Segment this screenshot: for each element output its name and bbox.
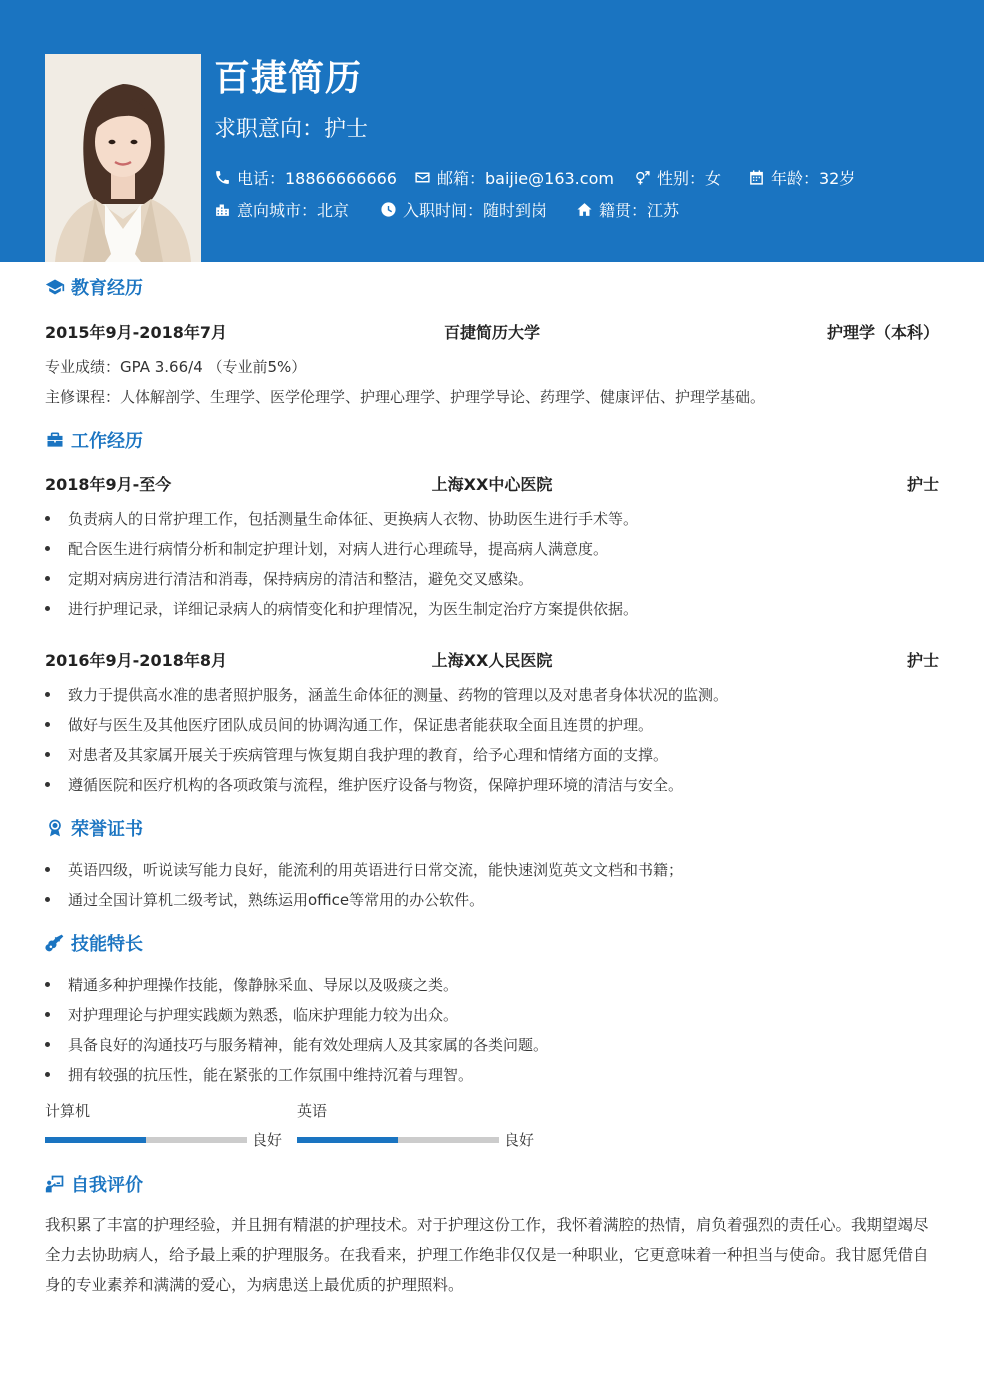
skill-level-computer: 良好 <box>252 1131 283 1149</box>
presentation-icon <box>45 1174 65 1194</box>
city-text: 意向城市：北京 <box>237 201 350 220</box>
job-role: 护士 <box>906 475 939 494</box>
start-info <box>380 198 547 221</box>
portrait-image <box>45 54 201 262</box>
list-item-text: 英语四级，听说读写能力良好，能流利的用英语进行日常交流，能快速浏览英文文档和书籍； <box>68 861 684 879</box>
gender-text: 性别：女 <box>657 169 722 188</box>
list-item-text: 通过全国计算机二级考试，熟练运用office等常用的办公软件。 <box>68 891 485 909</box>
job-period: 2018年9月-至今 <box>45 475 172 494</box>
list-item-text: 做好与医生及其他医疗团队成员间的协调沟通工作，保证患者能获取全面且连贯的护理。 <box>68 716 654 734</box>
job-row-2 <box>45 648 939 672</box>
list-item-text: 对患者及其家属开展关于疾病管理与恢复期自我护理的教育，给予心理和情绪方面的支撑。 <box>68 746 669 764</box>
skill-level-english: 良好 <box>504 1131 535 1149</box>
list-item-text: 配合医生进行病情分析和制定护理计划，对病人进行心理疏导，提高病人满意度。 <box>68 540 609 558</box>
work-section-title <box>45 427 143 453</box>
education-courses: 主修课程：人体解剖学、生理学、医学伦理学、护理心理学、护理学导论、药理学、健康评估、护理学基础。 <box>45 388 766 406</box>
list-item-text: 拥有较强的抗压性，能在紧张的工作氛围中维持沉着与理智。 <box>68 1066 474 1084</box>
profile-photo <box>45 54 201 262</box>
skills-title-text: 技能特长 <box>71 934 143 955</box>
education-gpa: 专业成绩：GPA 3.66/4 （专业前5%） <box>45 358 307 376</box>
phone-info <box>214 166 397 189</box>
job-intent: 求职意向：护士 <box>214 117 369 142</box>
education-title-text: 教育经历 <box>71 278 143 299</box>
skill-name-computer: 计算机 <box>45 1102 91 1120</box>
home-icon <box>576 201 593 218</box>
gender-icon <box>634 169 651 186</box>
city-info <box>214 198 349 221</box>
briefcase-icon <box>45 430 65 450</box>
list-item-text: 精通多种护理操作技能，像静脉采血、导尿以及吸痰之类。 <box>68 976 459 994</box>
candidate-name: 百捷简历 <box>214 58 363 99</box>
start-text: 入职时间：随时到岗 <box>403 201 548 220</box>
list-item-text: 对护理理论与护理实践颇为熟悉，临床护理能力较为出众。 <box>68 1006 459 1024</box>
honors-section-title <box>45 815 143 841</box>
age-text: 年龄：32岁 <box>771 169 856 188</box>
self-eval-title-text: 自我评价 <box>71 1175 143 1196</box>
resume-header <box>0 0 984 262</box>
education-school: 百捷简历大学 <box>443 323 540 342</box>
education-section-title <box>45 274 143 300</box>
list-item-text: 遵循医院和医疗机构的各项政策与流程，维护医疗设备与物资，保障护理环境的清洁与安全。 <box>68 776 684 794</box>
skills-section-title <box>45 930 143 956</box>
honors-title-text: 荣誉证书 <box>71 819 143 840</box>
email-text: 邮箱：baijie@163.com <box>437 169 614 188</box>
list-item-text: 致力于提供高水准的患者照护服务，涵盖生命体征的测量、药物的管理以及对患者身体状况的监测。 <box>68 686 729 704</box>
list-item-text: 具备良好的沟通技巧与服务精神，能有效处理病人及其家属的各类问题。 <box>68 1036 549 1054</box>
skill-name-english: 英语 <box>297 1102 328 1120</box>
skill-bar-fill <box>45 1137 146 1143</box>
phone-text: 电话：18866666666 <box>237 169 397 188</box>
self-eval-section-title <box>45 1171 143 1197</box>
skill-bar-fill <box>297 1137 398 1143</box>
award-icon <box>45 818 65 838</box>
email-info <box>414 166 614 189</box>
age-info <box>748 166 855 189</box>
phone-icon <box>214 169 231 186</box>
skill-bar-english <box>297 1137 499 1143</box>
gender-info <box>634 166 721 189</box>
list-item-text: 负责病人的日常护理工作，包括测量生命体征、更换病人衣物、协助医生进行手术等。 <box>68 510 639 528</box>
list-item-text: 定期对病房进行清洁和消毒，保持病房的清洁和整洁，避免交叉感染。 <box>68 570 534 588</box>
job-org: 上海XX人民医院 <box>431 651 553 670</box>
education-major: 护理学（本科） <box>826 323 939 342</box>
job-period: 2016年9月-2018年8月 <box>45 651 227 670</box>
list-item-text: 进行护理记录，详细记录病人的病情变化和护理情况，为医生制定治疗方案提供依据。 <box>68 600 639 618</box>
city-icon <box>214 201 231 218</box>
hometown-info <box>576 198 679 221</box>
job-role: 护士 <box>906 651 939 670</box>
self-eval-text: 我积累了丰富的护理经验，并且拥有精湛的护理技术。对于护理这份工作，我怀着满腔的热情，肩负着强烈的责任心。我期望竭尽全力去协助病人，给予最上乘的护理服务。在我看来，护理工作绝非仅仅是一种职业，它更意味着一种担当与使命。我甘愿凭借自身的专业素养和满满的爱心，为病患送上最优质的护理照料。 <box>45 1216 929 1294</box>
hometown-text: 籍贯：江苏 <box>599 201 680 220</box>
education-period: 2015年9月-2018年7月 <box>45 323 227 342</box>
email-icon <box>414 169 431 186</box>
job-row-1 <box>45 472 939 496</box>
skill-bar-computer <box>45 1137 247 1143</box>
job-org: 上海XX中心医院 <box>431 475 553 494</box>
clock-icon <box>380 201 397 218</box>
guitar-icon <box>45 933 65 953</box>
education-row <box>45 320 939 344</box>
calendar-icon <box>748 169 765 186</box>
work-title-text: 工作经历 <box>71 431 143 452</box>
graduation-cap-icon <box>45 277 65 297</box>
